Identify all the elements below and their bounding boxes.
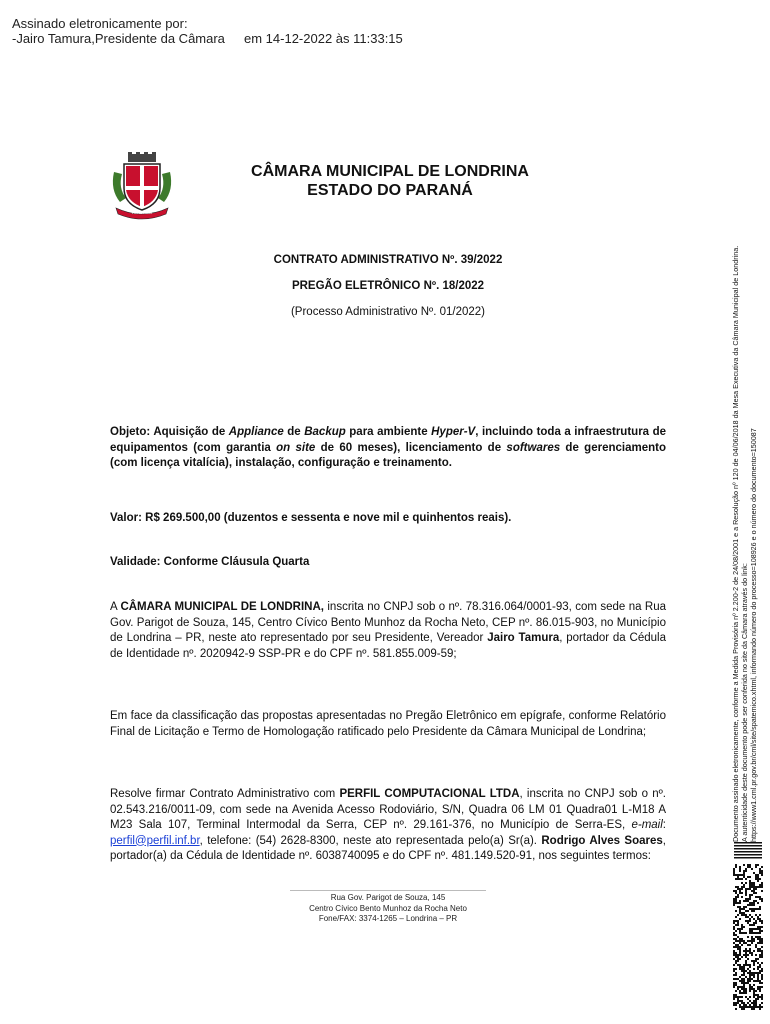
processo-number: (Processo Administrativo Nº. 01/2022) — [290, 306, 486, 318]
representative-name: Rodrigo Alves Soares — [541, 834, 663, 847]
objeto-term: Appliance — [228, 426, 284, 438]
footer-address: Rua Gov. Parigot de Souza, 145 — [330, 893, 446, 902]
institution-state: ESTADO DO PARANÁ — [307, 182, 473, 199]
representative-name: Jairo Tamura — [487, 632, 560, 644]
objeto-text: de gerenciamento (com licença vitalícia), instalação, configuração e treinamento. — [110, 441, 666, 469]
footer-phone: Fone/FAX: 3374-1265 – Londrina – PR — [318, 914, 458, 923]
footer-district: Centro Cívico Bento Munhoz da Rocha Neto — [309, 903, 467, 913]
footer-divider — [290, 890, 486, 891]
party-text: , telefone: (54) 2628-8300, neste ato representada pelo(a) Sr(a). — [199, 834, 542, 847]
crest-banner-text: LONDRINA — [131, 210, 153, 215]
contract-number: CONTRATO ADMINISTRATIVO Nº. 39/2022 — [273, 254, 503, 266]
contracting-party-paragraph — [110, 600, 666, 662]
party-text: Resolve firmar Contrato Administrativo com — [110, 788, 340, 800]
objeto-text: Aquisição de — [150, 426, 229, 438]
side-note-line: A autenticidade deste documento pode ser conferida no site da Câmara através do link: — [740, 563, 749, 842]
objeto-paragraph — [110, 425, 666, 472]
authentication-side-note — [731, 126, 767, 842]
side-note-link[interactable]: https://www1.cml.pr.gov.br/cml/site/spatemico.xhtml, informando número do processo=108926 e o número do documento=150087 — [749, 428, 758, 842]
party-text: , inscrita no CNPJ sob o nº. 02.543.216/0011-09, com sede na Avenida Acesso Rodoviário, S/N, Quadra 06 LM 01 Quadra01 L-M18 A M23 Sala 107, Terminal Intermodal da Serra, CEP nº. 29.161-376, no Município de Serra-ES, — [110, 788, 666, 831]
signature-label: Assinado eletronicamente por: — [12, 16, 188, 31]
pregao-number: PREGÃO ELETRÔNICO Nº. 18/2022 — [291, 280, 485, 292]
contractor-name: PERFIL COMPUTACIONAL LTDA — [339, 788, 520, 800]
side-note-line: Documento assinado eletronicamente, conforme a Medida Provisória nº 2.200-2 de 24/08/2001 e a Resolução nº 120 de 04/06/2018 da Mesa Executiva da Câmara Municipal de Londrina. — [731, 245, 740, 842]
institution-header — [240, 162, 540, 200]
objeto-term: Backup — [304, 426, 346, 438]
email-link[interactable]: perfil@perfil.inf.br — [110, 834, 200, 847]
objeto-text: , incluindo toda a infraestrutura de equipamentos (com garantia — [110, 426, 667, 454]
objeto-label: Objeto: — [110, 426, 151, 438]
party-text: A — [110, 601, 121, 613]
party-text: , portador da Cédula de Identidade nº. 2020942-9 SSP-PR e do CPF nº. 581.855.009-59; — [110, 632, 666, 660]
party-text: inscrita no CNPJ sob o nº. 78.316.064/0001-93, com sede na Rua Gov. Parigot de Souza, 145, Centro Cívico Bento Munhoz da Rocha Neto, CEP nº. 86.015-903, no Município de Londrina – PR, neste ato representado por seu Presidente, Vereador — [110, 601, 666, 644]
party-text: : — [662, 819, 666, 831]
objeto-term: Hyper-V — [431, 426, 476, 438]
objeto-text: de — [283, 426, 305, 438]
signer-name: -Jairo Tamura,Presidente da Câmara — [12, 31, 225, 46]
qr-code-icon — [733, 842, 763, 1012]
institution-name: CÂMARA MUNICIPAL DE LONDRINA — [251, 163, 529, 180]
objeto-text: de 60 meses), licenciamento de — [315, 441, 507, 454]
contractor-paragraph — [110, 787, 666, 865]
signature-datetime: em 14-12-2022 às 11:33:15 — [244, 31, 403, 46]
party-text: , portador(a) da Cédula de Identidade nº. 6038740095 e do CPF nº. 481.149.520-91, nos seguintes termos: — [110, 834, 666, 862]
page-footer — [240, 893, 536, 925]
objeto-term: on site — [276, 441, 316, 454]
validade-line: Validade: Conforme Cláusula Quarta — [110, 556, 310, 568]
objeto-text: para ambiente — [345, 426, 432, 438]
party-name: CÂMARA MUNICIPAL DE LONDRINA, — [120, 601, 324, 613]
classification-paragraph: Em face da classificação das propostas apresentadas no Pregão Eletrônico em epígrafe, conforme Relatório Final de Licitação e Termo de Homologação ratificado pelo Presidente da Câmara Municipal de Londrina; — [110, 710, 666, 738]
signature-stamp — [12, 16, 403, 46]
objeto-term: softwares — [506, 441, 561, 454]
valor-line: Valor: R$ 269.500,00 (duzentos e sessenta e nove mil e quinhentos reais). — [110, 512, 512, 524]
email-label: e-mail — [631, 819, 663, 831]
coat-of-arms-icon — [106, 150, 178, 220]
